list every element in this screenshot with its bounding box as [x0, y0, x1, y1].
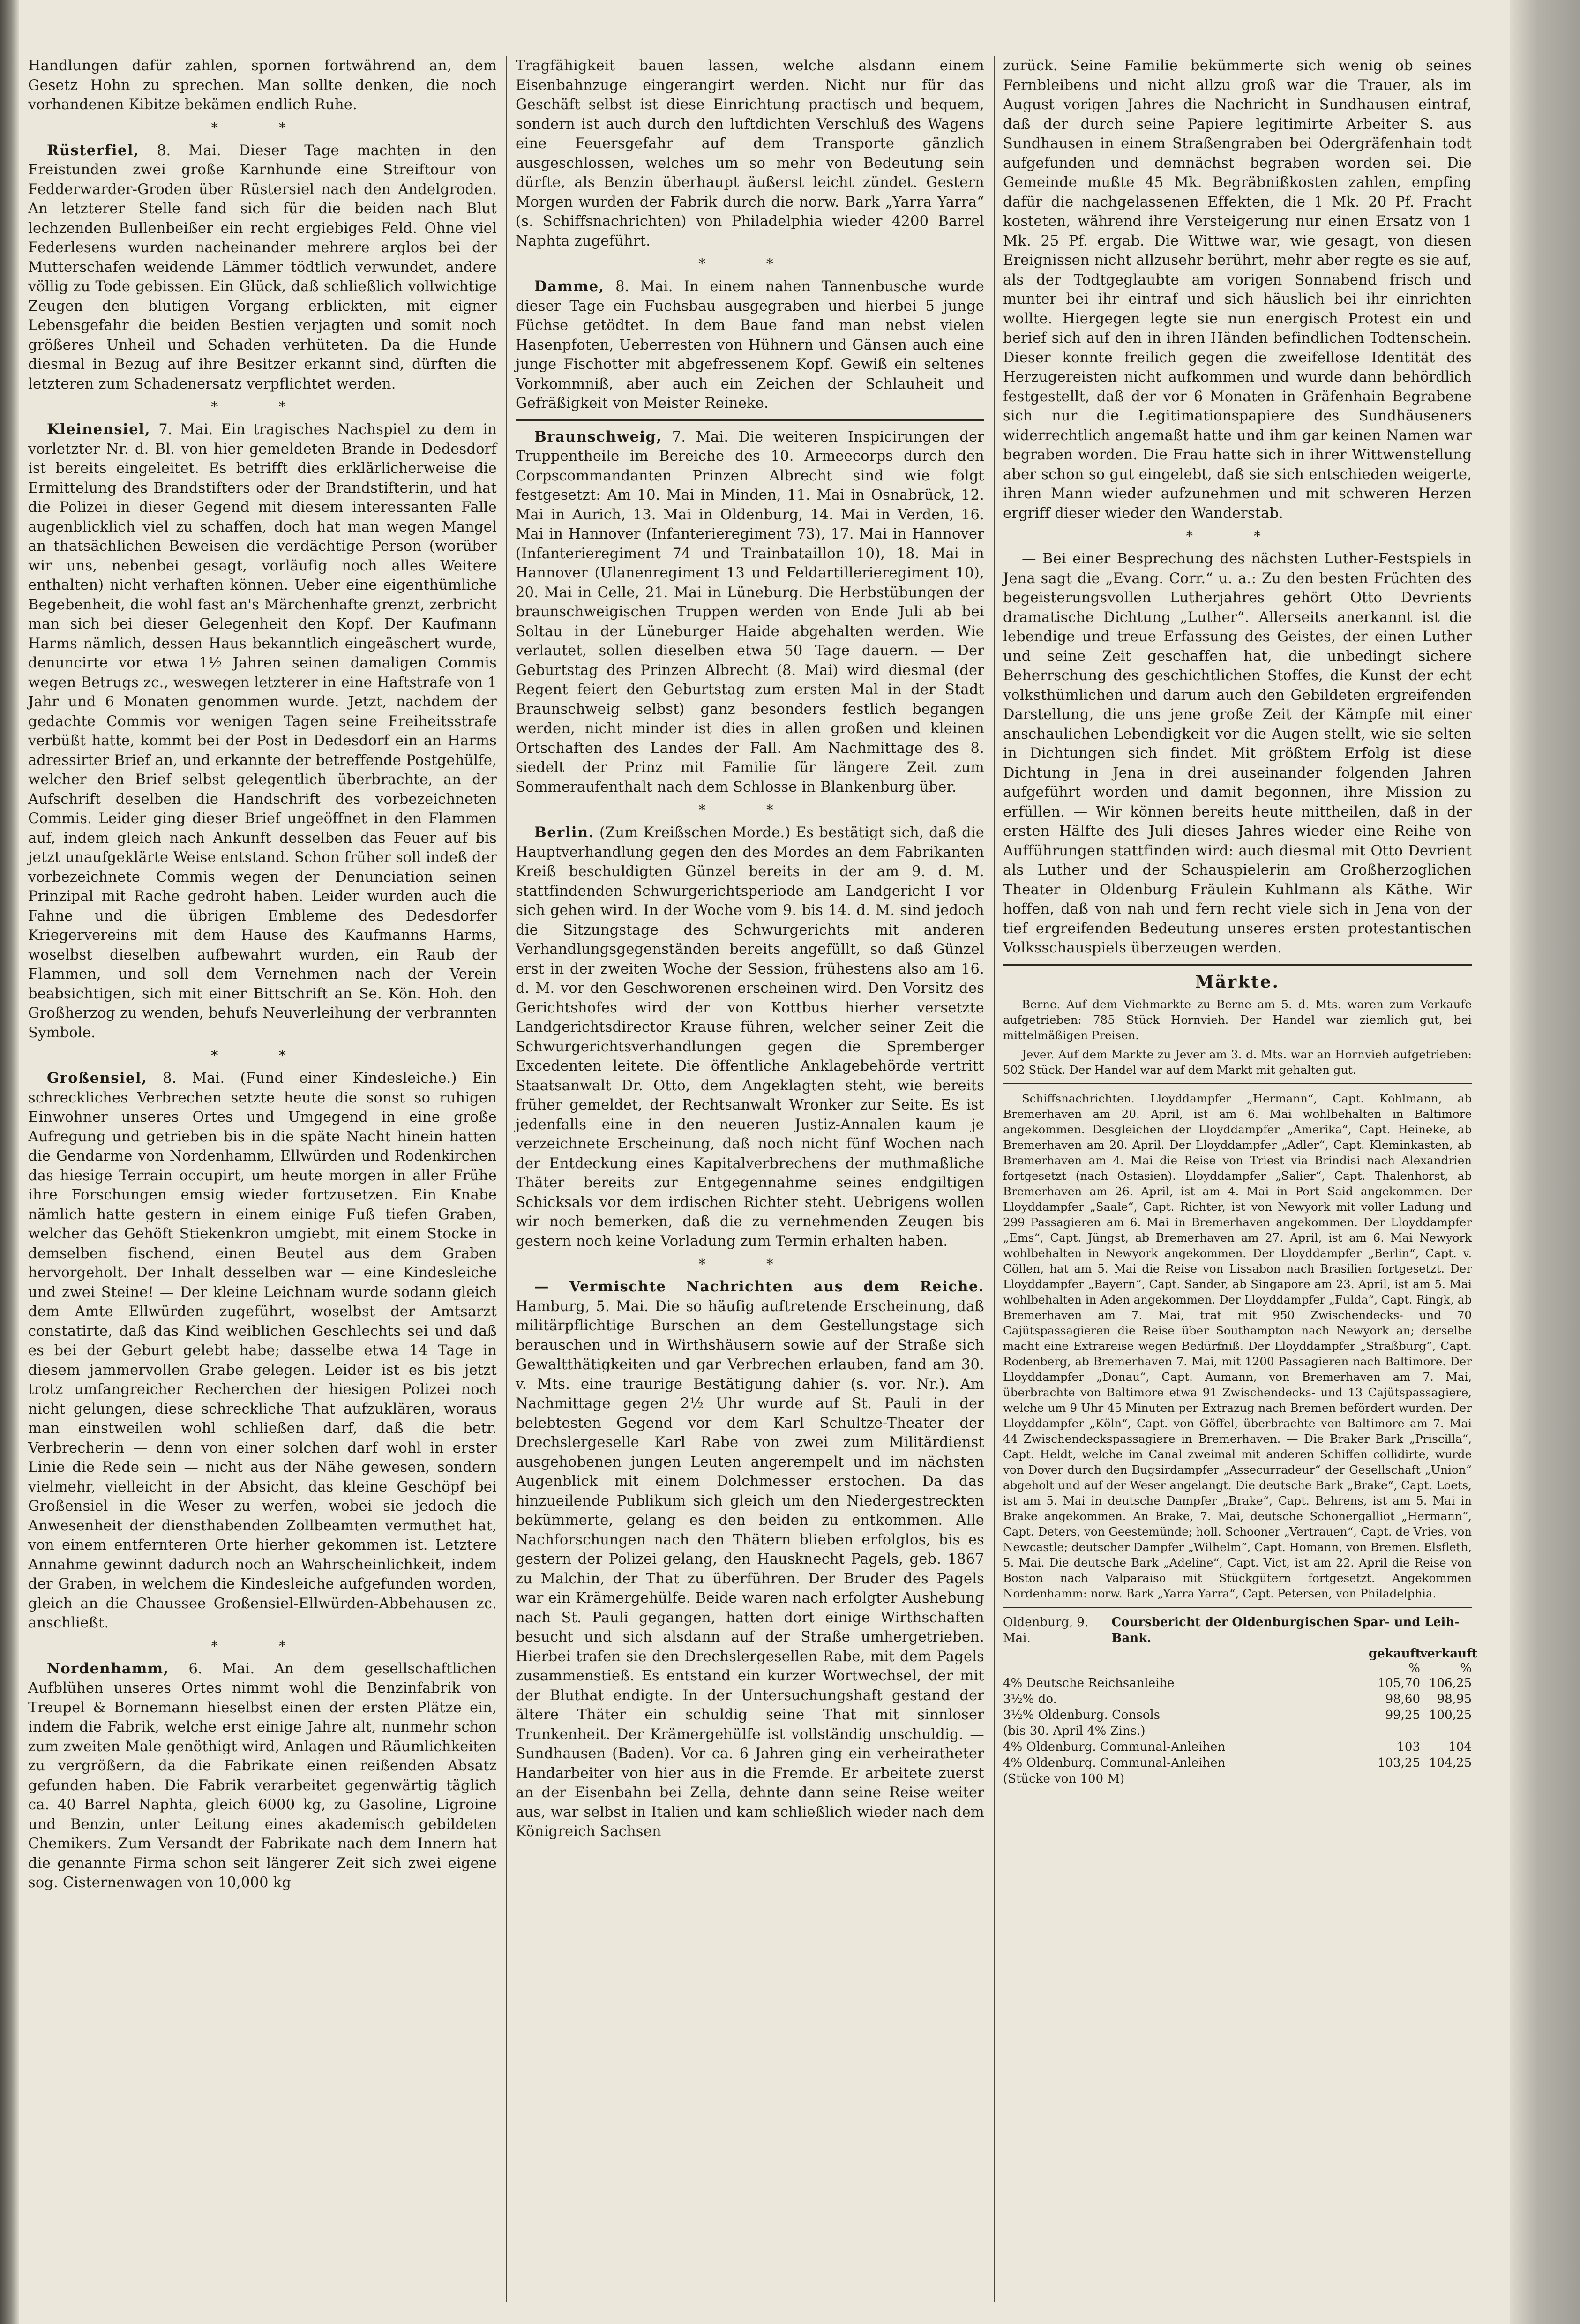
article-ruestersiel: [28, 141, 497, 394]
separator-stars: * *: [211, 1638, 314, 1655]
table-row: [1003, 1675, 1472, 1691]
column-rule: [994, 56, 995, 2302]
column-2: [516, 56, 984, 2302]
column-3: [1003, 56, 1478, 2302]
article-damme: [516, 277, 984, 413]
article-kleinensiel: [28, 420, 497, 1042]
price-sell: 106,25: [1429, 1676, 1472, 1690]
section-rule: [516, 419, 984, 421]
article-continuation: Tragfähigkeit bauen lassen, welche alsdann einem Eisenbahnzuge eingerangirt werden. Nicht nur für das Geschäft selbst ist diese Einrichtung practisch und bequem, sondern ist auch durch den luftdichten Verschluß des Wagens eine Feuersgefahr auf dem Transporte gänzlich ausgeschlossen, welches um so mehr von Bedeutung sein dürfte, als Benzin überhaupt äußerst leicht zündet. Gestern Morgen wurden der Fabrik durch die norw. Bark „Yarra Yarra“ (s. Schiffsnachrichten) von Philadelphia wieder 4200 Barrel Naphta zugeführt.: [516, 58, 984, 249]
article-text: 8. Mai. In einem nahen Tannenbusche wurde dieser Tage ein Fuchsbau ausgegraben und hierbei 5 junge Füchse getödtet. In dem Baue fand man nebst vielen Hasenpfoten, Ueberresten von Hühnern und Gänsen auch eine junge Fischotter mit abgefressenem Kopf. Gewiß ein seltenes Vorkommniß, aber auch ein Zeichen der Schlauheit und Gefräßigkeit von Meister Reineke.: [516, 278, 984, 412]
separator-stars: * *: [698, 256, 801, 272]
article-text: 8. Mai. (Fund einer Kindesleiche.) Ein schreckliches Verbrechen setzte heute die sonst so ruhigen Einwohner unseres Ortes und Umgegend in eine große Aufregung und getrieben bis in die späte Nacht hinein hatten die Gendarme von Nordenhamm, Ellwürden und Rodenkirchen das hiesige Terrain occupirt, um heute morgen in aller Frühe ihre Forschungen emsig wieder fortzusetzen. Ein Knabe nämlich hatte gestern in einem einige Fuß tiefen Graben, welcher das Gehöft Stiekenkron umgiebt, mit einem Stocke in demselben fischend, einen Beutel aus dem Graben hervorgeholt. Der Inhalt desselben war — eine Kindesleiche und zwei Steine! — Der kleine Leichnam wurde sodann gleich dem Amte Ellwürden zugeführt, woselbst der Amtsarzt constatirte, daß das Kind weiblichen Geschlechts sei und daß es bei der Geburt gelebt habe; dasselbe etwa 14 Tage in diesem jammervollen Grabe gelegen. Leider ist es bis jetzt trotz umfangreicher Recherchen der hiesigen Polizei noch nicht gelungen, diese schreckliche That aufzuklären, woraus man einstweilen wohl schließen darf, daß die betr. Verbrecherin — denn von einer solchen darf wohl in erster Linie die Rede sein — nicht aus der Nähe gewesen, sondern vielmehr, vielleicht in der Absicht, das kleine Geschöpf bei Großensiel in die Weser zu werfen, wobei sie jedoch die Anwesenheit der diensthabenden Zollbeamten vermuthet hat, von einem entfernteren Orte hierher gekommen ist. Letztere Annahme gewinnt dadurch noch an Wahrscheinlichkeit, indem der Graben, in welchem die Kindesleiche aufgefunden worden, gleich an die Chaussee Großensiel-Ellwürden-Abbehausen zc. anschließt.: [28, 1070, 497, 1631]
section-rule: [1003, 964, 1472, 966]
column-label-sell: verkauft: [1420, 1646, 1478, 1661]
article-grossensiel: [28, 1069, 497, 1633]
price-buy: 103: [1397, 1739, 1420, 1754]
article-luther-festspiel: — Bei einer Besprechung des nächsten Luther-Festspiels in Jena sagt die „Evang. Corr.“ u. a.: Zu den besten Früchten des begeisterungsvollen Lutherjahres gehört Otto Devrients dramatische Dichtung „Luther“. Allerseits anerkannt ist die lebendige und treue Erfassung des Geistes, der einen Luther und seine Zeit geschaffen hat, die unbedingt sichere Beherrschung des geschichtlichen Stoffes, die Kunst der echt volksthümlichen und darum auch den Gebildeten ergreifenden Darstellung, die uns jene große Zeit der Kämpfe mit einer anschaulichen Lebendigkeit vor die Augen stellt, wie sie selten in Dichtungen sich findet. Mit größtem Erfolg ist diese Dichtung in Jena in drei auseinander folgenden Jahren aufgeführt worden und damit begonnen, ihre Mission zu erfüllen. — Wir können bereits heute mittheilen, daß in der ersten Hälfte des Juli dieses Jahres wieder eine Reihe von Aufführungen stattfinden wird: auch diesmal mit Otto Devrient als Luther und der Schauspielerin am Großherzoglichen Theater in Oldenburg Fräulein Kuhlmann als Käthe. Wir hoffen, daß von nah und fern recht viele sich in Jena von der tief ergreifenden Bedeutung unseres ersten protestantischen Volksschauspiels überzeugen werden.: [1003, 551, 1472, 956]
article-text: Hamburg, 5. Mai. Die so häufig auftretende Erscheinung, daß militärpflichtige Burschen an dem Gestellungstage sich berauschen und in Wirthshäusern sowie auf der Straße sich Gewaltthätigkeiten und gar Verbrechen erlauben, fand am 30. v. Mts. eine traurige Bestätigung dahier (s. vor. Nr.). Am Nachmittage gegen 2½ Uhr wurde auf St. Pauli in der belebtesten Gegend vor dem Karl Schultze-Theater der Drechslergeselle Karl Rabe von zwei zum Militärdienst ausgehobenen jungen Leuten angerempelt und im nächsten Augenblick mit einem Dolchmesser erstochen. Da das hinzueilende Publikum sich gleich um den Niedergestreckten bekümmerte, gelang es den beiden zu entkommen. Alle Nachforschungen nach den Thätern blieben erfolglos, bis es gestern der Polizei gelang, den Hausknecht Pagels, geb. 1867 zu Malchin, der That zu überführen. Der Bruder des Pagels war ein Krämergehülfe. Beide waren nach erfolgter Aushebung nach St. Pauli gegangen, hatten dort einige Wirthschaften besucht und sich alsdann auf der Straße umhergetrieben. Hierbei trafen sie den Drechslergesellen Rabe, mit dem Pagels zusammenstieß. Es entstand ein kurzer Wortwechsel, der mit der Bluthat endigte. In der Untersuchungshaft gestand der ältere Thäter ein schuldig seine That mit sinnloser Trunkenheit. Der Krämergehülfe ist vollständig unschuldig. — Sundhausen (Baden). Vor ca. 6 Jahren ging ein verheiratheter Handarbeiter von hier aus in die Fremde. Er arbeitete zuerst an der Eisenbahn bei Zella, dehnte dann seine Reise weiter aus, war selbst in Italien und kam schließlich wieder nach dem Königreich Sachsen: [516, 1298, 984, 1840]
security-name: 4% Oldenburg. Communal-Anleihen: [1003, 1755, 1226, 1770]
article-heading: — Vermischte Nachrichten aus dem Reiche.: [534, 1278, 984, 1295]
article-text: 8. Mai. Dieser Tage machten in den Freistunden zwei große Karnhunde eine Streiftour von Fedderwarder-Groden über Rüstersiel nach den Andelgroden. An letzterer Stelle fand sich für die beiden nach Blut lechzenden Bullenbeißer ein recht ergiebiges Feld. Ohne viel Federlesens wurden nacheinander mehrere arglos bei der Mutterschafen weidende Lämmer tödtlich verwundet, andere völlig zu Tode gebissen. Ein Glück, daß schließlich vollwichtige Zeugen den blutigen Vorgang erblickten, mit eigner Lebensgefahr die beiden Bestien verjagten und somit noch größeres Unheil und Schaden verhüteten. Da die Hunde diesmal in Bezug auf ihre Besitzer erkannt sind, dürften die letzteren zum Schadenersatz verpflichtet werden.: [28, 142, 497, 392]
section-rule: [1003, 1083, 1472, 1084]
security-note: (bis 30. April 4% Zins.): [1003, 1724, 1146, 1738]
table-row: [1003, 1707, 1472, 1723]
article-berlin: [516, 823, 984, 1251]
security-name: 4% Deutsche Reichsanleihe: [1003, 1676, 1175, 1690]
security-name: 3½% do.: [1003, 1692, 1057, 1706]
article-heading: Großensiel,: [47, 1070, 148, 1087]
price-sell: 104,25: [1429, 1755, 1472, 1770]
course-table: [1003, 1675, 1472, 1771]
article-vermischte: [516, 1277, 984, 1842]
column-label-buy: gekauft: [1369, 1646, 1421, 1661]
security-name: 4% Oldenburg. Communal-Anleihen: [1003, 1739, 1226, 1754]
price-buy: 98,60: [1385, 1692, 1420, 1706]
column-1: [28, 56, 497, 2302]
article-text: (Zum Kreißschen Morde.) Es bestätigt sich, daß die Hauptverhandlung gegen den des Mordes an dem Fabrikanten Kreiß beschuldigten Günzel bereits in der am 9. d. M. stattfindenden Schwurgerichtsperiode am Landgericht I vor sich gehen wird. In der Woche vom 9. bis 14. d. M. sind jedoch die Sitzungstage des Schwurgerichts mit anderen Verhandlungsgegenständen bereits angefüllt, so daß Günzel erst in der zweiten Woche der Session, frühestens also am 16. d. M. vor den Geschworenen erscheinen wird. Den Vorsitz des Gerichtshofes wird der von Kottbus hierher versetzte Landgerichtsdirector Krause führen, welcher seiner Zeit die Schwurgerichtsverhandlungen gegen die Spremberger Excedenten leitete. Die öffentliche Anklagebehörde vertritt Staatsanwalt Dr. Otto, dem Angeklagten steht, wie bereits früher gemeldet, der Rechtsanwalt Wronker zur Seite. Es ist jedenfalls eine in den neueren Justiz-Annalen kaum je verzeichnete Erscheinung, daß noch nicht fünf Wochen nach der Entdeckung eines Kapitalverbrechens der muthmaßliche Thäter bereits zur Entgegennahme seines endgiltigen Schicksals vor dem irdischen Richter steht. Uebrigens wollen wir noch bemerken, daß die zu vernehmenden Zeugen bis gestern noch keine Vorladung zum Termin erhalten haben.: [516, 825, 984, 1250]
course-column-labels: [1003, 1646, 1478, 1661]
article-text: 7. Mai. Ein tragisches Nachspiel zu dem in vorletzter Nr. d. Bl. von hier gemeldeten Brande in Dedesdorf ist bereits eingeleitet. Es betrifft dies erklärlicherweise die Ermittelung des Brandstifters oder der Brandstifterin, und hat die Polizei in dieser Gegend mit diesem interessanten Falle augenblicklich viel zu schaffen, doch hat man wegen Mangel an thatsächlichen Beweisen die verdächtige Person (worüber wir uns, nebenbei gesagt, vorläufig noch alles Weitere enthalten) nicht verhaften können. Ueber eine eigenthümliche Begebenheit, die wohl fast an's Märchenhafte grenzt, zerbricht man sich bei dieser Gelegenheit den Kopf. Der Kaufmann Harms nämlich, dessen Haus bekanntlich eingeäschert wurde, denuncirte vor etwa 1½ Jahren seinen damaligen Commis wegen Betrugs zc., weswegen letzterer in eine Haftstrafe von 1 Jahr und 6 Monaten genommen wurde. Jetzt, nachdem der gedachte Commis vor wenigen Tagen seine Freiheitsstrafe verbüßt hatte, kommt bei der Post in Dedesdorf ein an Harms adressirter Brief an, und erkannte der betreffende Postgehülfe, welcher den Brief selbst gelegentlich überbrachte, an der Aufschrift deselben die Handschrift des vorbezeichneten Commis. Leider ging dieser Brief ungeöffnet in den Flammen auf, indem gleich nach Ankunft desselben das Feuer auf bis jetzt unaufgeklärte Weise entstand. Schon früher soll indeß der vorbezeichnete Commis wegen der Denunciation seinen Prinzipal mit Rache gedroht haben. Leider wurden auch die Fahne und die übrigen Embleme des Dedesdorfer Kriegervereins mit dem Hause des Kaufmanns Harms, woselbst dieselben aufbewahrt wurden, ein Raub der Flammen, und soll dem Vernehmen nach der Verein beabsichtigen, sich mit einer Bittschrift an Se. Kön. Hoh. den Großherzog zu wenden, behufs Neuverleihung der verbrannten Symbole.: [28, 421, 497, 1041]
market-report-jever: Jever. Auf dem Markte zu Jever am 3. d. Mts. war an Hornvieh aufgetrieben: 502 Stück. Der Handel war auf dem Markt mit gehalten gut.: [1003, 1047, 1472, 1077]
course-footnote: (Stücke von 100 M): [1003, 1771, 1125, 1786]
article-text: 6. Mai. An dem gesellschaftlichen Aufblühen unseres Ortes nimmt wohl die Benzinfabrik von Treupel & Bornemann hieselbst einen der ersten Plätze ein, indem die Fabrik, welche erst einige Jahre alt, nunmehr schon zum zweiten Male genöthigt wird, Anlagen und Räumlichkeiten zu vergrößern, da die Fabrikate einen reißenden Absatz gefunden haben. Die Fabrik verarbeitet gegenwärtig täglich ca. 40 Barrel Naphta, gleich 6000 kg, zu Gasoline, Ligroine und Benzin, unter Leitung eines akademisch gebildeten Chemikers. Zum Versandt der Fabrikate nach dem Innern hat die genannte Firma schon seit längerer Zeit sich zwei eigene sog. Cisternenwagen von 10,000 kg: [28, 1660, 497, 1891]
article-heading: Damme,: [534, 278, 605, 295]
article-continuation: zurück. Seine Familie bekümmerte sich wenig ob seines Fernbleibens und nicht allzu groß war die Trauer, als im August vorigen Jahres die Nachricht in Sundhausen eintraf, daß der durch seine Papiere legitimirte Arbeiter S. aus Sundhausen in einem Straßengraben bei Odergräfenhain todt aufgefunden und demnächst begraben worden sei. Die Gemeinde mußte 45 Mk. Begräbnißkosten zahlen, empfing dafür die nachgelassenen Effekten, die 1 Mk. 20 Pf. Fracht kosteten, während ihre Versteigerung nur einen Ersatz von 1 Mk. 25 Pf. ergab. Die Wittwe war, wie gesagt, von diesen Ereignissen nicht allzusehr berührt, mehr aber regte es sie auf, als der Todtgeglaubte am vorigen Sonnabend frisch und munter bei ihr eintraf und sich häuslich bei ihr einrichten wollte. Hiergegen legte sie nun energisch Protest ein und berief sich auf den in ihren Händen befindlichen Todtenschein. Dieser konnte freilich gegen die zweifellose Identität des Herzugereisten nicht aufkommen und wurde dann behördlich festgestellt, daß der vor 6 Monaten in Gräfenhain Begrabene sich nur die Legitimationspapiere des Sundhäuseners widerrechtlich angemaßt hatte und ihm gar keinen Namen war begraben worden. Die Frau hatte sich in ihrer Wittwenstellung aber schon so gut eingelebt, daß sie sich entschieden weigerte, ihren Mann wieder aufzunehmen und mit schweren Herzen ergriff dieser wieder den Wanderstab.: [1003, 58, 1472, 522]
price-sell: 98,95: [1437, 1692, 1472, 1706]
price-sell: 100,25: [1429, 1708, 1472, 1722]
price-buy: 99,25: [1385, 1708, 1420, 1722]
percent-sign: %: [1408, 1661, 1420, 1675]
separator-stars: * *: [211, 120, 314, 136]
page-edge: [1510, 0, 1580, 2324]
article-continuation: Handlungen dafür zahlen, spornen fortwährend an, dem Gesetz Hohn zu sprechen. Man sollte denken, die noch vorhandenen Kibitze bekämen endlich Ruhe.: [28, 58, 497, 113]
table-row: [1003, 1723, 1472, 1739]
price-buy: 103,25: [1378, 1755, 1420, 1770]
security-name: 3½% Oldenburg. Consols: [1003, 1708, 1161, 1722]
course-report-title: Coursbericht der Oldenburgischen Spar- und Leih-Bank.: [1111, 1615, 1460, 1645]
article-text: 7. Mai. Die weiteren Inspicirungen der Truppentheile im Bereiche des 10. Armeecorps durch den Corpscommandanten Prinzen Albrecht sind wie folgt festgesetzt: Am 10. Mai in Minden, 11. Mai in Osnabrück, 12. Mai in Aurich, 13. Mai in Oldenburg, 14. Mai in Verden, 16. Mai in Hannover (Infanterieregiment 73), 17. Mai in Hannover (Infanterieregiment 74 und Trainbataillon 10), 18. Mai in Hannover (Ulanenregiment 13 und Feldartillerieregiment 10), 20. Mai in Celle, 21. Mai in Lüneburg. Die Herbstübungen der braunschweigischen Truppen werden von Ende Juli ab bei Soltau in der Lüneburger Haide abgehalten werden. Wie verlautet, sollen dieselben etwa 50 Tage dauern. — Der Geburtstag des Prinzen Albrecht (8. Mai) wird diesmal (der Regent feiert den Geburtstag zum ersten Mal in der Stadt Braunschweig selbst) ganz besonders festlich begangen werden, nicht minder ist dies in allen großen und kleinen Ortschaften des Landes der Fall. Am Nachmittage des 8. siedelt der Prinz mit Familie für längere Zeit zum Sommeraufenthalt nach dem Schlosse in Blankenburg über.: [516, 428, 984, 795]
article-heading: Berlin.: [534, 824, 594, 841]
course-report-header: [1003, 1614, 1472, 1646]
price-buy: 105,70: [1378, 1676, 1420, 1690]
column-rule: [506, 56, 507, 2302]
article-nordenhamm: [28, 1659, 497, 1893]
article-braunschweig: [516, 427, 984, 797]
section-rule: [1003, 1607, 1472, 1608]
percent-sign: %: [1460, 1661, 1472, 1675]
course-place-date: Oldenburg, 9. Mai.: [1003, 1615, 1089, 1645]
newspaper-page: [28, 56, 1478, 2306]
markets-heading: Märkte.: [1195, 972, 1280, 992]
article-heading: Rüsterfiel,: [47, 142, 140, 159]
price-sell: 104: [1448, 1739, 1472, 1754]
price-sell: [1420, 1723, 1472, 1739]
separator-stars: * *: [698, 1256, 801, 1273]
separator-stars: * *: [698, 802, 801, 818]
price-buy: [1369, 1723, 1420, 1739]
table-row: [1003, 1691, 1472, 1707]
percent-row: [1003, 1661, 1472, 1675]
binding-edge: [0, 0, 19, 2324]
article-heading: Nordenhamm,: [47, 1660, 169, 1677]
table-row: [1003, 1739, 1472, 1755]
course-report: [1003, 1614, 1478, 1787]
separator-stars: * *: [1186, 528, 1289, 545]
separator-stars: * *: [211, 1048, 314, 1064]
article-heading: Braunschweig,: [534, 428, 662, 445]
separator-stars: * *: [211, 399, 314, 415]
market-report-berne: Berne. Auf dem Viehmarkte zu Berne am 5. d. Mts. waren zum Verkaufe aufgetrieben: 785 Stück Hornvieh. Der Handel war ziemlich gut, bei mittelmäßigen Preisen.: [1003, 997, 1472, 1042]
ship-news: Schiffsnachrichten. Lloyddampfer „Hermann“, Capt. Kohlmann, ab Bremerhaven am 20. April, ist am 6. Mai wohlbehalten in Baltimore angekommen. Desgleichen der Lloyddampfer „Amerika“, Capt. Heineke, ab Bremerhaven am 20. April. Der Lloyddampfer „Adler“, Capt. Kleminkasten, ab Bremerhaven am 4. Mai die Reise von Triest via Brindisi nach Alexandrien fortgesetzt (nach Ostasien). Lloyddampfer „Salier“, Capt. Thalenhorst, ab Bremerhaven am 26. April, ist am 4. Mai in Port Said angekommen. Der Lloyddampfer „Saale“, Capt. Richter, ist von Newyork mit voller Ladung und 299 Passagieren am 6. Mai in Bremerhaven angekommen. Der Lloyddampfer „Ems“, Capt. Jüngst, ab Bremerhaven am 27. April, ist am 6. Mai Newyork wohlbehalten in Newyork angekommen. Der Lloyddampfer „Berlin“, Capt. v. Cöllen, hat am 5. Mai die Reise von Lissabon nach Brasilien fortgesetzt. Der Lloyddampfer „Bayern“, Capt. Sander, ab Singapore am 23. April, ist am 5. Mai wohlbehalten in Aden angekommen. Der Lloyddampfer „Fulda“, Capt. Ringk, ab Bremerhaven am 7. Mai, trat mit 950 Zwischendecks- und 70 Cajütspassagieren die Reise über Southampton nach Newyork an; derselbe macht eine Extrareise wegen Bedürfniß. Der Lloyddampfer „Straßburg“, Capt. Rodenberg, ab Bremerhaven 7. Mai, mit 1200 Passagieren nach Baltimore. Der Lloyddampfer „Donau“, Capt. Aumann, von Bremerhaven am 7. Mai, überbrachte von Baltimore etwa 91 Zwischendecks- und 13 Cajütspassagiere, welche um 9 Uhr 45 Minuten per Extrazug nach Bremen befördert wurden. Der Lloyddampfer „Köln“, Capt. von Göffel, überbrachte von Baltimore am 7. Mai 44 Zwischendeckspassagiere in Bremerhaven. — Die Braker Bark „Priscilla“, Capt. Heldt, welche im Canal zweimal mit anderen Schiffen collidirte, wurde von Dover durch den Bugsirdampfer „Assecurradeur“ der Gesellschaft „Union“ abgeholt und auf der Weser angelangt. Die deutsche Bark „Brake“, Capt. Loets, ist am 5. Mai in deutsche Dampfer „Brake“, Capt. Behrens, ist am 5. Mai in Brake angekommen. An Brake, 7. Mai, deutsche Schonergalliot „Hermann“, Capt. Deters, von Geestemünde; holl. Schooner „Vertrauen“, Capt. de Vries, von Newcastle; deutscher Dampfer „Wilhelm“, Capt. Homann, von Bremen. Elsfleth, 5. Mai. Die deutsche Bark „Adeline“, Capt. Vict, ist am 22. April die Reise von Boston nach Valparaiso mit Stückgütern fortgesetzt. Angekommen Nordenhamm: norw. Bark „Yarra Yarra“, Capt. Petersen, von Philadelphia.: [1003, 1091, 1472, 1600]
table-row: [1003, 1755, 1472, 1771]
article-heading: Kleinensiel,: [47, 421, 151, 438]
